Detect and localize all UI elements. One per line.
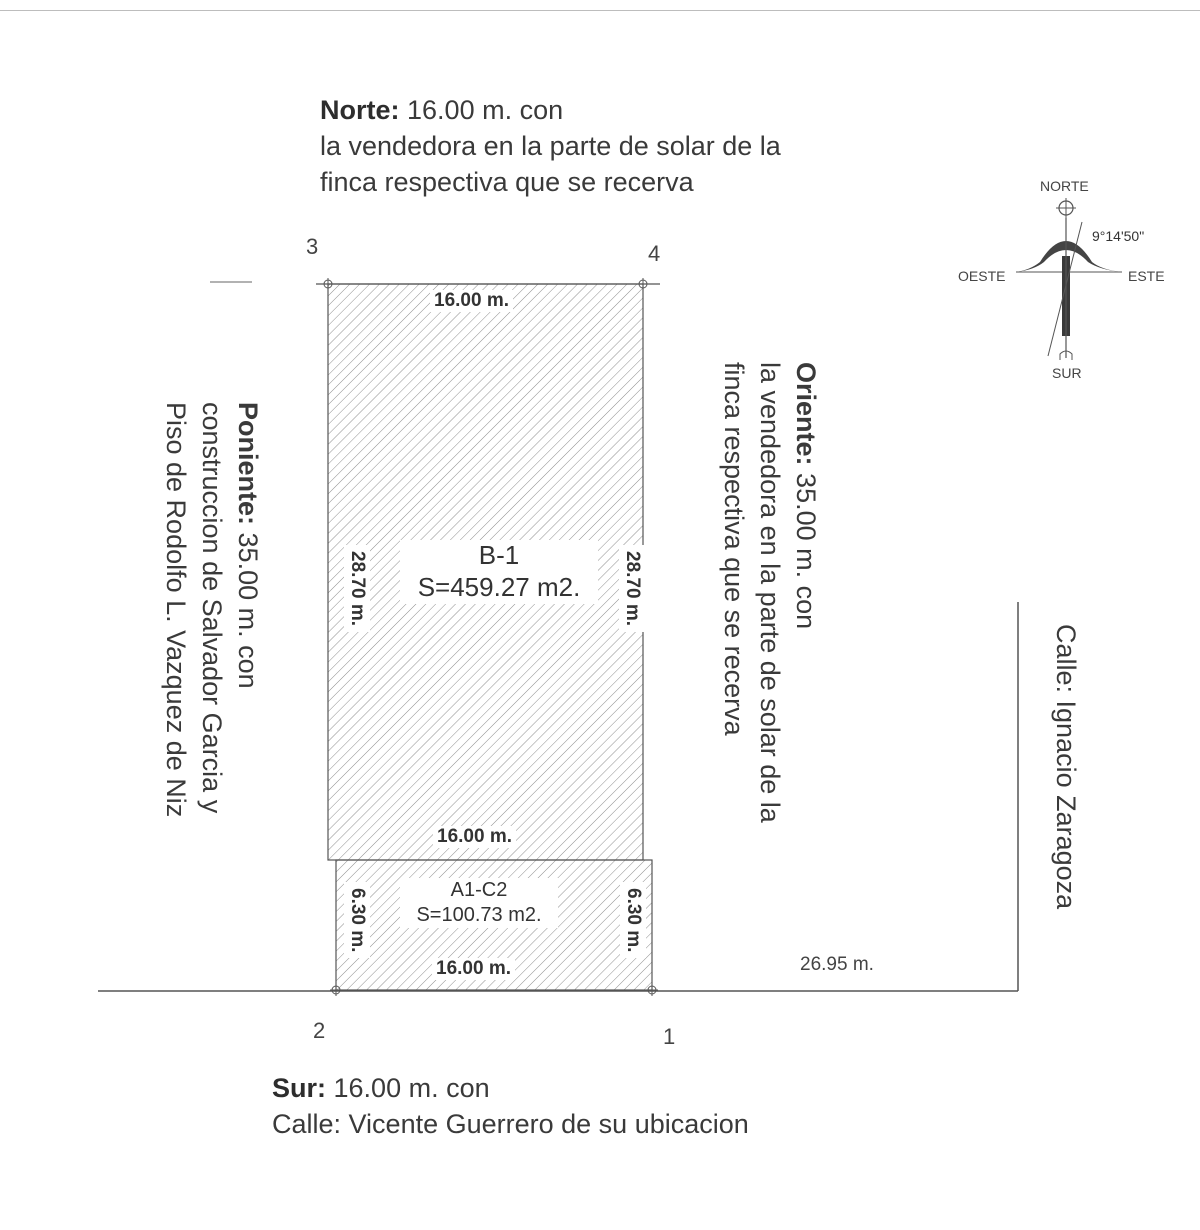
corner-1-label: 1 [663,1024,676,1049]
lot-a1-label [400,878,558,928]
b1-top-dimension: 16.00 m. [430,290,513,312]
lot-b1-area-text: S=459.27 m2. [417,572,581,602]
corner-2-label: 2 [313,1018,326,1043]
a1-bottom-dimension: 16.00 m. [432,958,515,980]
compass-rose [1016,198,1122,360]
a1-left-dimension: 6.30 m. [344,882,370,958]
compass-east-label: ESTE [1128,268,1165,284]
south-line-2: Calle: Vicente Guerrero de su ubicacion [272,1109,749,1139]
corner-3-label: 3 [306,234,319,259]
compass-south-label: SUR [1052,365,1082,381]
east-line-3: finca respectiva que se recerva [719,362,749,736]
north-line-3: finca respectiva que se recerva [320,167,694,197]
west-value: 35.00 m. con [233,532,263,689]
north-description [320,92,781,200]
b1-bottom-dimension: 16.00 m. [433,826,516,848]
corner-4-label: 4 [648,241,661,266]
b1-right-dimension: 28.70 m. [619,545,645,632]
north-line-2: la vendedora en la parte de solar de la [320,131,781,161]
east-description [716,362,824,823]
east-line-2: la vendedora en la parte de solar de la [755,362,785,823]
west-line-2: construccion de Salvador Garcia y [197,402,227,814]
compass-angle-label: 9°14'50" [1092,228,1145,244]
south-description [272,1070,749,1142]
lot-b1-name: B-1 [478,540,520,570]
lot-a1-name: A1-C2 [450,879,508,901]
east-value: 35.00 m. con [791,473,821,630]
street-distance-label: 26.95 m. [800,954,874,975]
lot-a1-area-text: S=100.73 m2. [416,904,542,926]
street-east-label: Calle: Ignacio Zaragoza [1051,624,1081,910]
south-label: Sur: [272,1073,326,1103]
west-line-3: Piso de Rodolfo L. Vazquez de Niz [161,402,191,818]
north-label: Norte: [320,95,400,125]
lot-b1-label [400,540,598,604]
west-label: Poniente: [233,402,263,526]
north-value: 16.00 m. con [407,95,564,125]
east-label: Oriente: [791,362,821,466]
a1-right-dimension: 6.30 m. [620,882,646,958]
compass-north-label: NORTE [1040,178,1089,194]
compass-west-label: OESTE [958,268,1006,284]
b1-left-dimension: 28.70 m. [344,545,370,632]
south-value: 16.00 m. con [333,1073,490,1103]
west-description [158,402,266,817]
